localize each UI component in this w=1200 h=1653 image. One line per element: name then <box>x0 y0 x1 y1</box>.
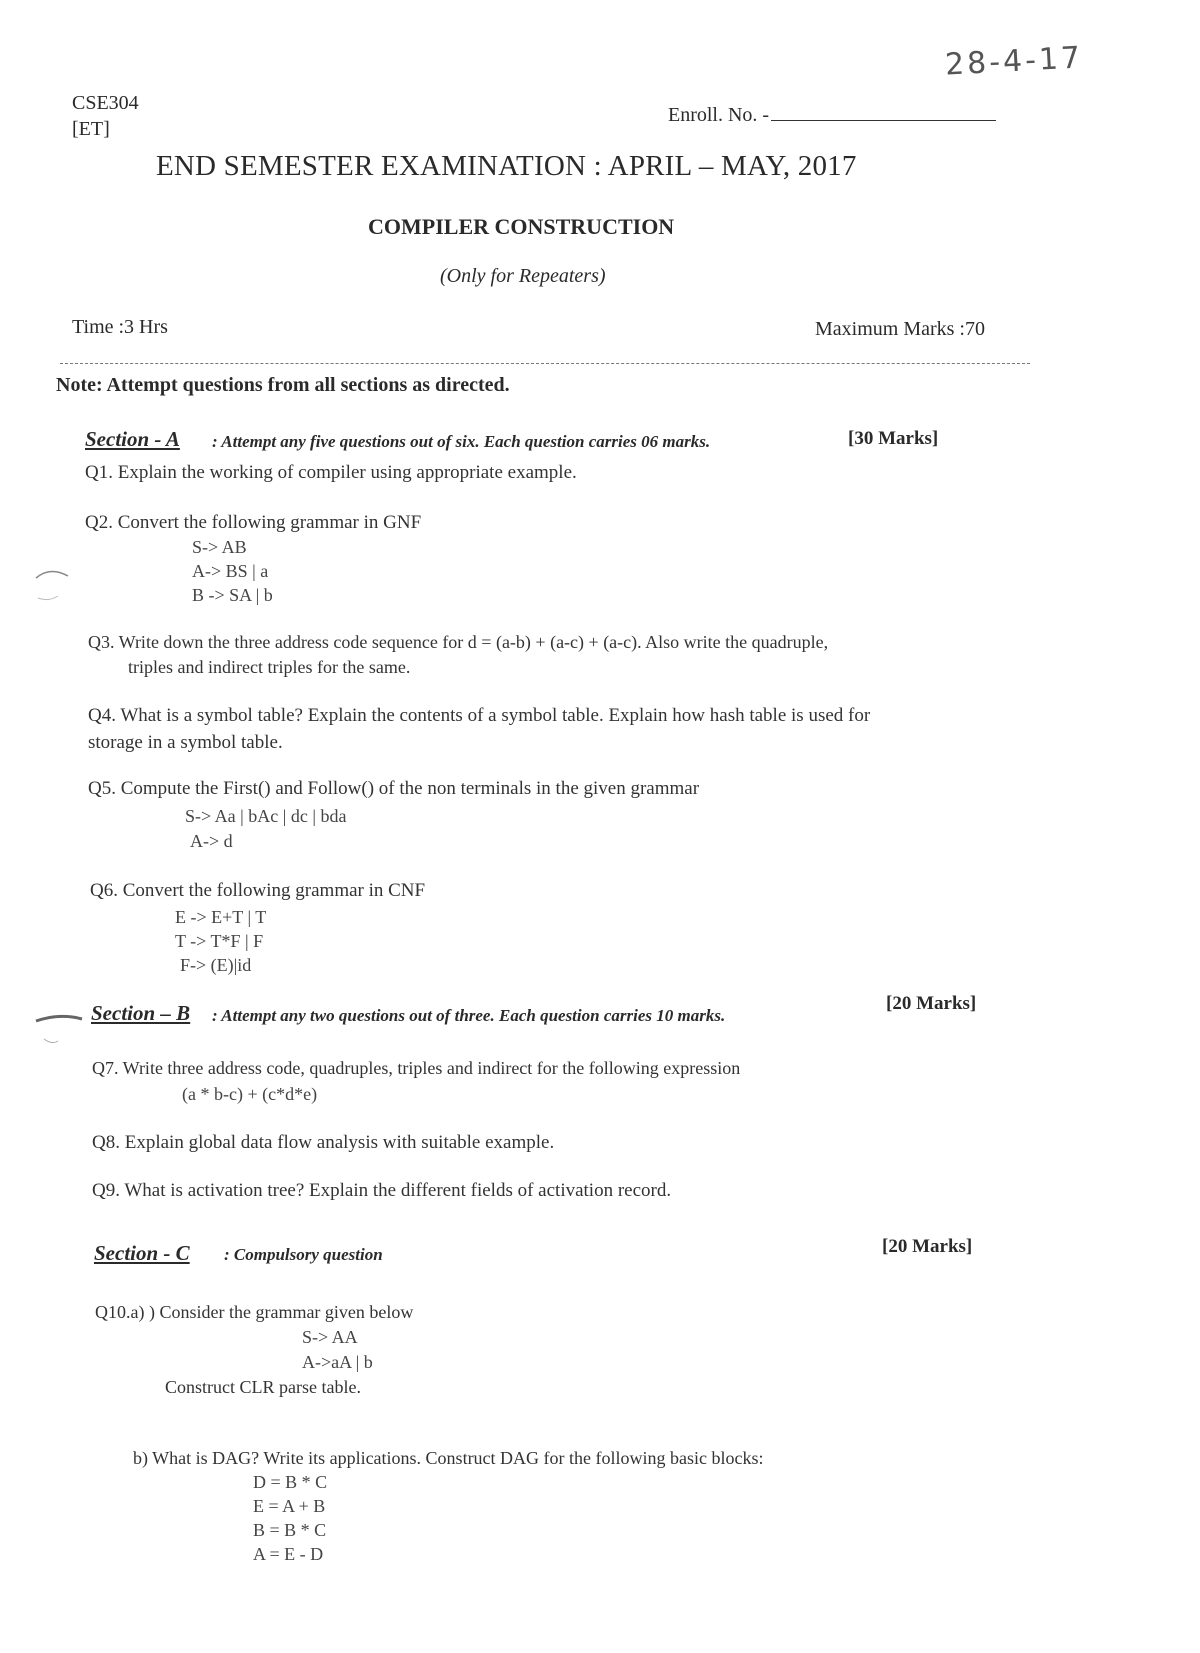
course-code: CSE304 <box>72 92 139 114</box>
question-7: Q7. Write three address code, quadruples, triples and indirect for the following expression <box>92 1058 741 1078</box>
enroll-field[interactable] <box>771 106 996 121</box>
note: Note: Attempt questions from all sections as directed. <box>56 374 510 396</box>
q10a-grammar-line: A->aA | b <box>302 1352 373 1372</box>
question-6: Q6. Convert the following grammar in CNF <box>90 880 426 901</box>
enroll-number <box>668 104 996 127</box>
q7-expression: (a * b-c) + (c*d*e) <box>182 1084 318 1104</box>
question-1: Q1. Explain the working of compiler using appropriate example. <box>85 462 577 483</box>
question-8: Q8. Explain global data flow analysis with suitable example. <box>92 1132 555 1153</box>
section-b-instruction: : Attempt any two questions out of three. Each question carries 10 marks. <box>212 1006 726 1025</box>
section-b-title: Section – B <box>91 1001 191 1025</box>
course-type: [ET] <box>72 118 110 140</box>
subject-title: COMPILER CONSTRUCTION <box>368 214 675 239</box>
enroll-label: Enroll. No. - <box>668 104 770 126</box>
q2-grammar-line: B -> SA | b <box>192 585 273 605</box>
section-a-title: Section - A <box>85 427 180 451</box>
section-a-instruction: : Attempt any five questions out of six. Each question carries 06 marks. <box>212 432 711 451</box>
divider <box>60 363 1030 364</box>
q10b-block-line: E = A + B <box>253 1496 326 1516</box>
question-4-line2: storage in a symbol table. <box>88 732 283 753</box>
section-c-title: Section - C <box>94 1241 190 1265</box>
question-4-line1: Q4. What is a symbol table? Explain the contents of a symbol table. Explain how hash table is used for <box>88 705 871 726</box>
time-allowed: Time :3 Hrs <box>72 316 168 338</box>
q5-grammar-line: A-> d <box>190 831 233 851</box>
q6-grammar-line: F-> (E)|id <box>180 955 252 975</box>
question-9: Q9. What is activation tree? Explain the different fields of activation record. <box>92 1180 672 1201</box>
exam-title: END SEMESTER EXAMINATION : APRIL – MAY, 2017 <box>156 150 857 182</box>
q10b-block-line: B = B * C <box>253 1520 327 1540</box>
question-10a-task: Construct CLR parse table. <box>165 1377 361 1397</box>
punch-hole-mark <box>32 1005 87 1050</box>
question-3-line2: triples and indirect triples for the same. <box>128 657 411 677</box>
section-b-marks: [20 Marks] <box>886 993 977 1014</box>
q10b-block-line: A = E - D <box>253 1544 324 1564</box>
q2-grammar-line: S-> AB <box>192 537 247 557</box>
question-10a: Q10.a) ) Consider the grammar given below <box>95 1302 414 1322</box>
handwritten-date: 28-4-17 <box>944 40 1084 83</box>
question-10b: b) What is DAG? Write its applications. Construct DAG for the following basic blocks: <box>133 1448 764 1468</box>
section-c-marks: [20 Marks] <box>882 1236 973 1257</box>
q6-grammar-line: E -> E+T | T <box>175 907 267 927</box>
section-c-instruction: : Compulsory question <box>224 1245 383 1264</box>
q5-grammar-line: S-> Aa | bAc | dc | bda <box>185 806 347 826</box>
subtitle: (Only for Repeaters) <box>440 265 606 287</box>
question-5: Q5. Compute the First() and Follow() of the non terminals in the given grammar <box>88 778 700 799</box>
q6-grammar-line: T -> T*F | F <box>175 931 264 951</box>
question-2: Q2. Convert the following grammar in GNF <box>85 512 422 533</box>
section-a-marks: [30 Marks] <box>848 428 939 449</box>
q10a-grammar-line: S-> AA <box>302 1327 358 1347</box>
q10b-block-line: D = B * C <box>253 1472 328 1492</box>
punch-hole-mark <box>28 560 73 605</box>
question-3-line1: Q3. Write down the three address code sequence for d = (a-b) + (a-c) + (a-c). Also write the quadruple, <box>88 632 829 652</box>
maximum-marks: Maximum Marks :70 <box>815 318 985 340</box>
q2-grammar-line: A-> BS | a <box>192 561 269 581</box>
